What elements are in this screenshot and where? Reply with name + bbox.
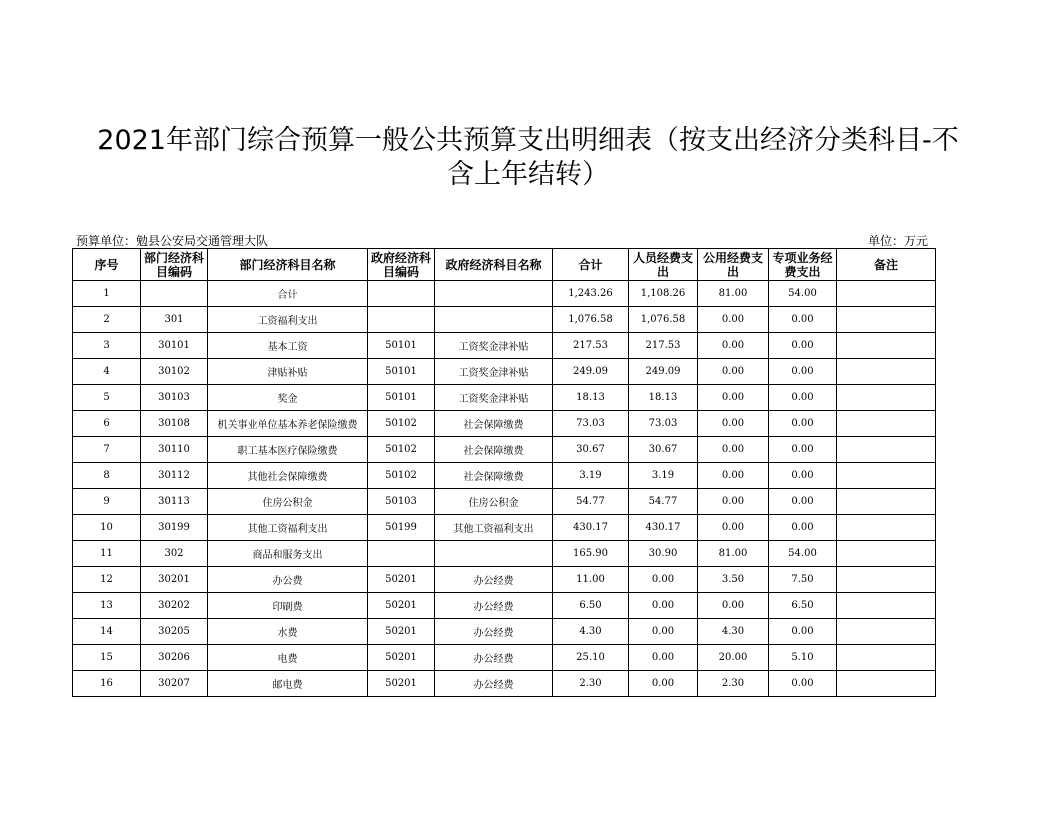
cell-dept-name: 邮电费 [208, 671, 368, 697]
cell-gov-code [368, 541, 435, 567]
header-gov-name: 政府经济科目名称 [435, 249, 553, 281]
cell-public: 2.30 [698, 671, 769, 697]
cell-remark [837, 359, 936, 385]
cell-public: 3.50 [698, 567, 769, 593]
cell-personnel: 1,076.58 [629, 307, 698, 333]
cell-public: 0.00 [698, 463, 769, 489]
cell-dept-code: 30112 [141, 463, 208, 489]
cell-dept-code: 30205 [141, 619, 208, 645]
cell-public: 0.00 [698, 515, 769, 541]
cell-remark [837, 385, 936, 411]
cell-gov-name: 社会保障缴费 [435, 463, 553, 489]
cell-remark [837, 619, 936, 645]
cell-gov-code: 50101 [368, 385, 435, 411]
table-row [73, 515, 936, 541]
cell-total: 249.09 [553, 359, 629, 385]
header-total: 合计 [553, 249, 629, 281]
cell-dept-name: 津贴补贴 [208, 359, 368, 385]
cell-special: 0.00 [769, 515, 837, 541]
cell-gov-name: 社会保障缴费 [435, 437, 553, 463]
cell-personnel: 249.09 [629, 359, 698, 385]
expenditure-table [72, 248, 936, 697]
budget-unit-label: 预算单位：勉县公安局交通管理大队 [76, 234, 269, 248]
table-row [73, 437, 936, 463]
cell-dept-name: 其他社会保障缴费 [208, 463, 368, 489]
cell-dept-code: 30113 [141, 489, 208, 515]
cell-total: 54.77 [553, 489, 629, 515]
cell-dept-code: 30202 [141, 593, 208, 619]
cell-dept-code [141, 281, 208, 307]
cell-public: 81.00 [698, 541, 769, 567]
cell-remark [837, 463, 936, 489]
cell-total: 430.17 [553, 515, 629, 541]
cell-public: 81.00 [698, 281, 769, 307]
cell-dept-name: 其他工资福利支出 [208, 515, 368, 541]
table-row [73, 281, 936, 307]
cell-total: 11.00 [553, 567, 629, 593]
cell-dept-name: 电费 [208, 645, 368, 671]
cell-special: 0.00 [769, 489, 837, 515]
cell-dept-name: 印刷费 [208, 593, 368, 619]
cell-public: 0.00 [698, 489, 769, 515]
cell-gov-code: 50201 [368, 645, 435, 671]
cell-special: 54.00 [769, 541, 837, 567]
cell-special: 6.50 [769, 593, 837, 619]
cell-remark [837, 645, 936, 671]
table-row [73, 671, 936, 697]
cell-personnel: 0.00 [629, 567, 698, 593]
cell-gov-name: 工资奖金津补贴 [435, 359, 553, 385]
page-title-line-1: 2021年部门综合预算一般公共预算支出明细表（按支出经济分类科目-不 [97, 125, 959, 156]
page-title [40, 124, 1016, 192]
cell-gov-name: 其他工资福利支出 [435, 515, 553, 541]
cell-dept-code: 302 [141, 541, 208, 567]
cell-personnel: 217.53 [629, 333, 698, 359]
cell-gov-code: 50201 [368, 619, 435, 645]
currency-unit-label: 单位：万元 [867, 234, 928, 248]
cell-dept-code: 30199 [141, 515, 208, 541]
cell-gov-name: 办公经费 [435, 671, 553, 697]
cell-special: 0.00 [769, 333, 837, 359]
table-body [73, 281, 936, 697]
cell-special: 0.00 [769, 671, 837, 697]
cell-public: 0.00 [698, 593, 769, 619]
cell-dept-name: 职工基本医疗保险缴费 [208, 437, 368, 463]
cell-gov-code: 50102 [368, 411, 435, 437]
cell-gov-name: 办公经费 [435, 567, 553, 593]
cell-remark [837, 307, 936, 333]
table-row [73, 541, 936, 567]
cell-total: 1,243.26 [553, 281, 629, 307]
cell-remark [837, 541, 936, 567]
cell-public: 0.00 [698, 411, 769, 437]
header-remark: 备注 [837, 249, 936, 281]
cell-dept-code: 30103 [141, 385, 208, 411]
cell-total: 4.30 [553, 619, 629, 645]
cell-personnel: 18.13 [629, 385, 698, 411]
cell-gov-code: 50199 [368, 515, 435, 541]
cell-seq: 13 [73, 593, 141, 619]
cell-remark [837, 281, 936, 307]
cell-public: 4.30 [698, 619, 769, 645]
header-dept-name: 部门经济科目名称 [208, 249, 368, 281]
cell-seq: 15 [73, 645, 141, 671]
cell-dept-code: 301 [141, 307, 208, 333]
cell-dept-name: 住房公积金 [208, 489, 368, 515]
cell-gov-code: 50101 [368, 359, 435, 385]
cell-gov-code: 50103 [368, 489, 435, 515]
cell-special: 0.00 [769, 385, 837, 411]
cell-dept-name: 办公费 [208, 567, 368, 593]
cell-remark [837, 515, 936, 541]
cell-gov-code [368, 307, 435, 333]
table-row [73, 307, 936, 333]
header-dept-code: 部门经济科目编码 [141, 249, 208, 281]
cell-personnel: 30.90 [629, 541, 698, 567]
cell-gov-name: 办公经费 [435, 619, 553, 645]
table-header-row [73, 249, 936, 281]
cell-dept-name: 工资福利支出 [208, 307, 368, 333]
cell-total: 165.90 [553, 541, 629, 567]
cell-gov-code: 50102 [368, 437, 435, 463]
table-row [73, 645, 936, 671]
cell-seq: 2 [73, 307, 141, 333]
cell-gov-name: 办公经费 [435, 593, 553, 619]
cell-gov-code: 50201 [368, 593, 435, 619]
cell-special: 0.00 [769, 463, 837, 489]
cell-remark [837, 593, 936, 619]
cell-personnel: 0.00 [629, 619, 698, 645]
cell-remark [837, 411, 936, 437]
header-gov-code: 政府经济科目编码 [368, 249, 435, 281]
cell-public: 0.00 [698, 437, 769, 463]
cell-gov-name [435, 307, 553, 333]
cell-seq: 11 [73, 541, 141, 567]
cell-personnel: 0.00 [629, 645, 698, 671]
table-row [73, 463, 936, 489]
cell-personnel: 73.03 [629, 411, 698, 437]
cell-gov-code: 50101 [368, 333, 435, 359]
page-title-line-2: 含上年结转） [447, 159, 609, 190]
cell-gov-name: 工资奖金津补贴 [435, 333, 553, 359]
cell-dept-code: 30206 [141, 645, 208, 671]
cell-dept-code: 30201 [141, 567, 208, 593]
header-special: 专项业务经费支出 [769, 249, 837, 281]
table-row [73, 567, 936, 593]
cell-remark [837, 489, 936, 515]
cell-seq: 1 [73, 281, 141, 307]
cell-dept-code: 30108 [141, 411, 208, 437]
cell-dept-name: 奖金 [208, 385, 368, 411]
cell-seq: 4 [73, 359, 141, 385]
cell-public: 0.00 [698, 333, 769, 359]
cell-seq: 9 [73, 489, 141, 515]
cell-total: 3.19 [553, 463, 629, 489]
cell-gov-code: 50201 [368, 671, 435, 697]
cell-special: 0.00 [769, 359, 837, 385]
cell-special: 0.00 [769, 619, 837, 645]
cell-total: 25.10 [553, 645, 629, 671]
cell-total: 30.67 [553, 437, 629, 463]
table-row [73, 619, 936, 645]
cell-special: 5.10 [769, 645, 837, 671]
cell-dept-code: 30110 [141, 437, 208, 463]
cell-remark [837, 437, 936, 463]
cell-public: 0.00 [698, 385, 769, 411]
cell-personnel: 1,108.26 [629, 281, 698, 307]
cell-personnel: 0.00 [629, 593, 698, 619]
table-row [73, 385, 936, 411]
cell-seq: 12 [73, 567, 141, 593]
cell-remark [837, 567, 936, 593]
cell-seq: 10 [73, 515, 141, 541]
cell-special: 54.00 [769, 281, 837, 307]
cell-dept-name: 商品和服务支出 [208, 541, 368, 567]
cell-remark [837, 671, 936, 697]
cell-personnel: 30.67 [629, 437, 698, 463]
cell-gov-code: 50201 [368, 567, 435, 593]
cell-total: 73.03 [553, 411, 629, 437]
cell-total: 18.13 [553, 385, 629, 411]
cell-personnel: 430.17 [629, 515, 698, 541]
header-public: 公用经费支出 [698, 249, 769, 281]
cell-special: 0.00 [769, 437, 837, 463]
cell-public: 20.00 [698, 645, 769, 671]
cell-seq: 14 [73, 619, 141, 645]
cell-dept-name: 合计 [208, 281, 368, 307]
cell-dept-name: 机关事业单位基本养老保险缴费 [208, 411, 368, 437]
cell-seq: 6 [73, 411, 141, 437]
header-seq: 序号 [73, 249, 141, 281]
cell-gov-name: 工资奖金津补贴 [435, 385, 553, 411]
cell-public: 0.00 [698, 307, 769, 333]
cell-public: 0.00 [698, 359, 769, 385]
cell-seq: 16 [73, 671, 141, 697]
table-row [73, 593, 936, 619]
cell-total: 2.30 [553, 671, 629, 697]
cell-remark [837, 333, 936, 359]
cell-total: 1,076.58 [553, 307, 629, 333]
cell-gov-code: 50102 [368, 463, 435, 489]
cell-special: 0.00 [769, 411, 837, 437]
cell-dept-code: 30101 [141, 333, 208, 359]
cell-gov-name: 办公经费 [435, 645, 553, 671]
header-personnel: 人员经费支出 [629, 249, 698, 281]
cell-total: 217.53 [553, 333, 629, 359]
table-row [73, 489, 936, 515]
cell-personnel: 3.19 [629, 463, 698, 489]
cell-dept-code: 30102 [141, 359, 208, 385]
cell-seq: 5 [73, 385, 141, 411]
cell-personnel: 0.00 [629, 671, 698, 697]
cell-dept-name: 水费 [208, 619, 368, 645]
cell-gov-name [435, 281, 553, 307]
cell-seq: 7 [73, 437, 141, 463]
cell-dept-name: 基本工资 [208, 333, 368, 359]
table-row [73, 333, 936, 359]
table-row [73, 359, 936, 385]
cell-dept-code: 30207 [141, 671, 208, 697]
table-row [73, 411, 936, 437]
cell-gov-name: 社会保障缴费 [435, 411, 553, 437]
cell-gov-code [368, 281, 435, 307]
cell-seq: 3 [73, 333, 141, 359]
cell-personnel: 54.77 [629, 489, 698, 515]
cell-special: 7.50 [769, 567, 837, 593]
cell-total: 6.50 [553, 593, 629, 619]
cell-gov-name [435, 541, 553, 567]
cell-gov-name: 住房公积金 [435, 489, 553, 515]
cell-special: 0.00 [769, 307, 837, 333]
cell-seq: 8 [73, 463, 141, 489]
